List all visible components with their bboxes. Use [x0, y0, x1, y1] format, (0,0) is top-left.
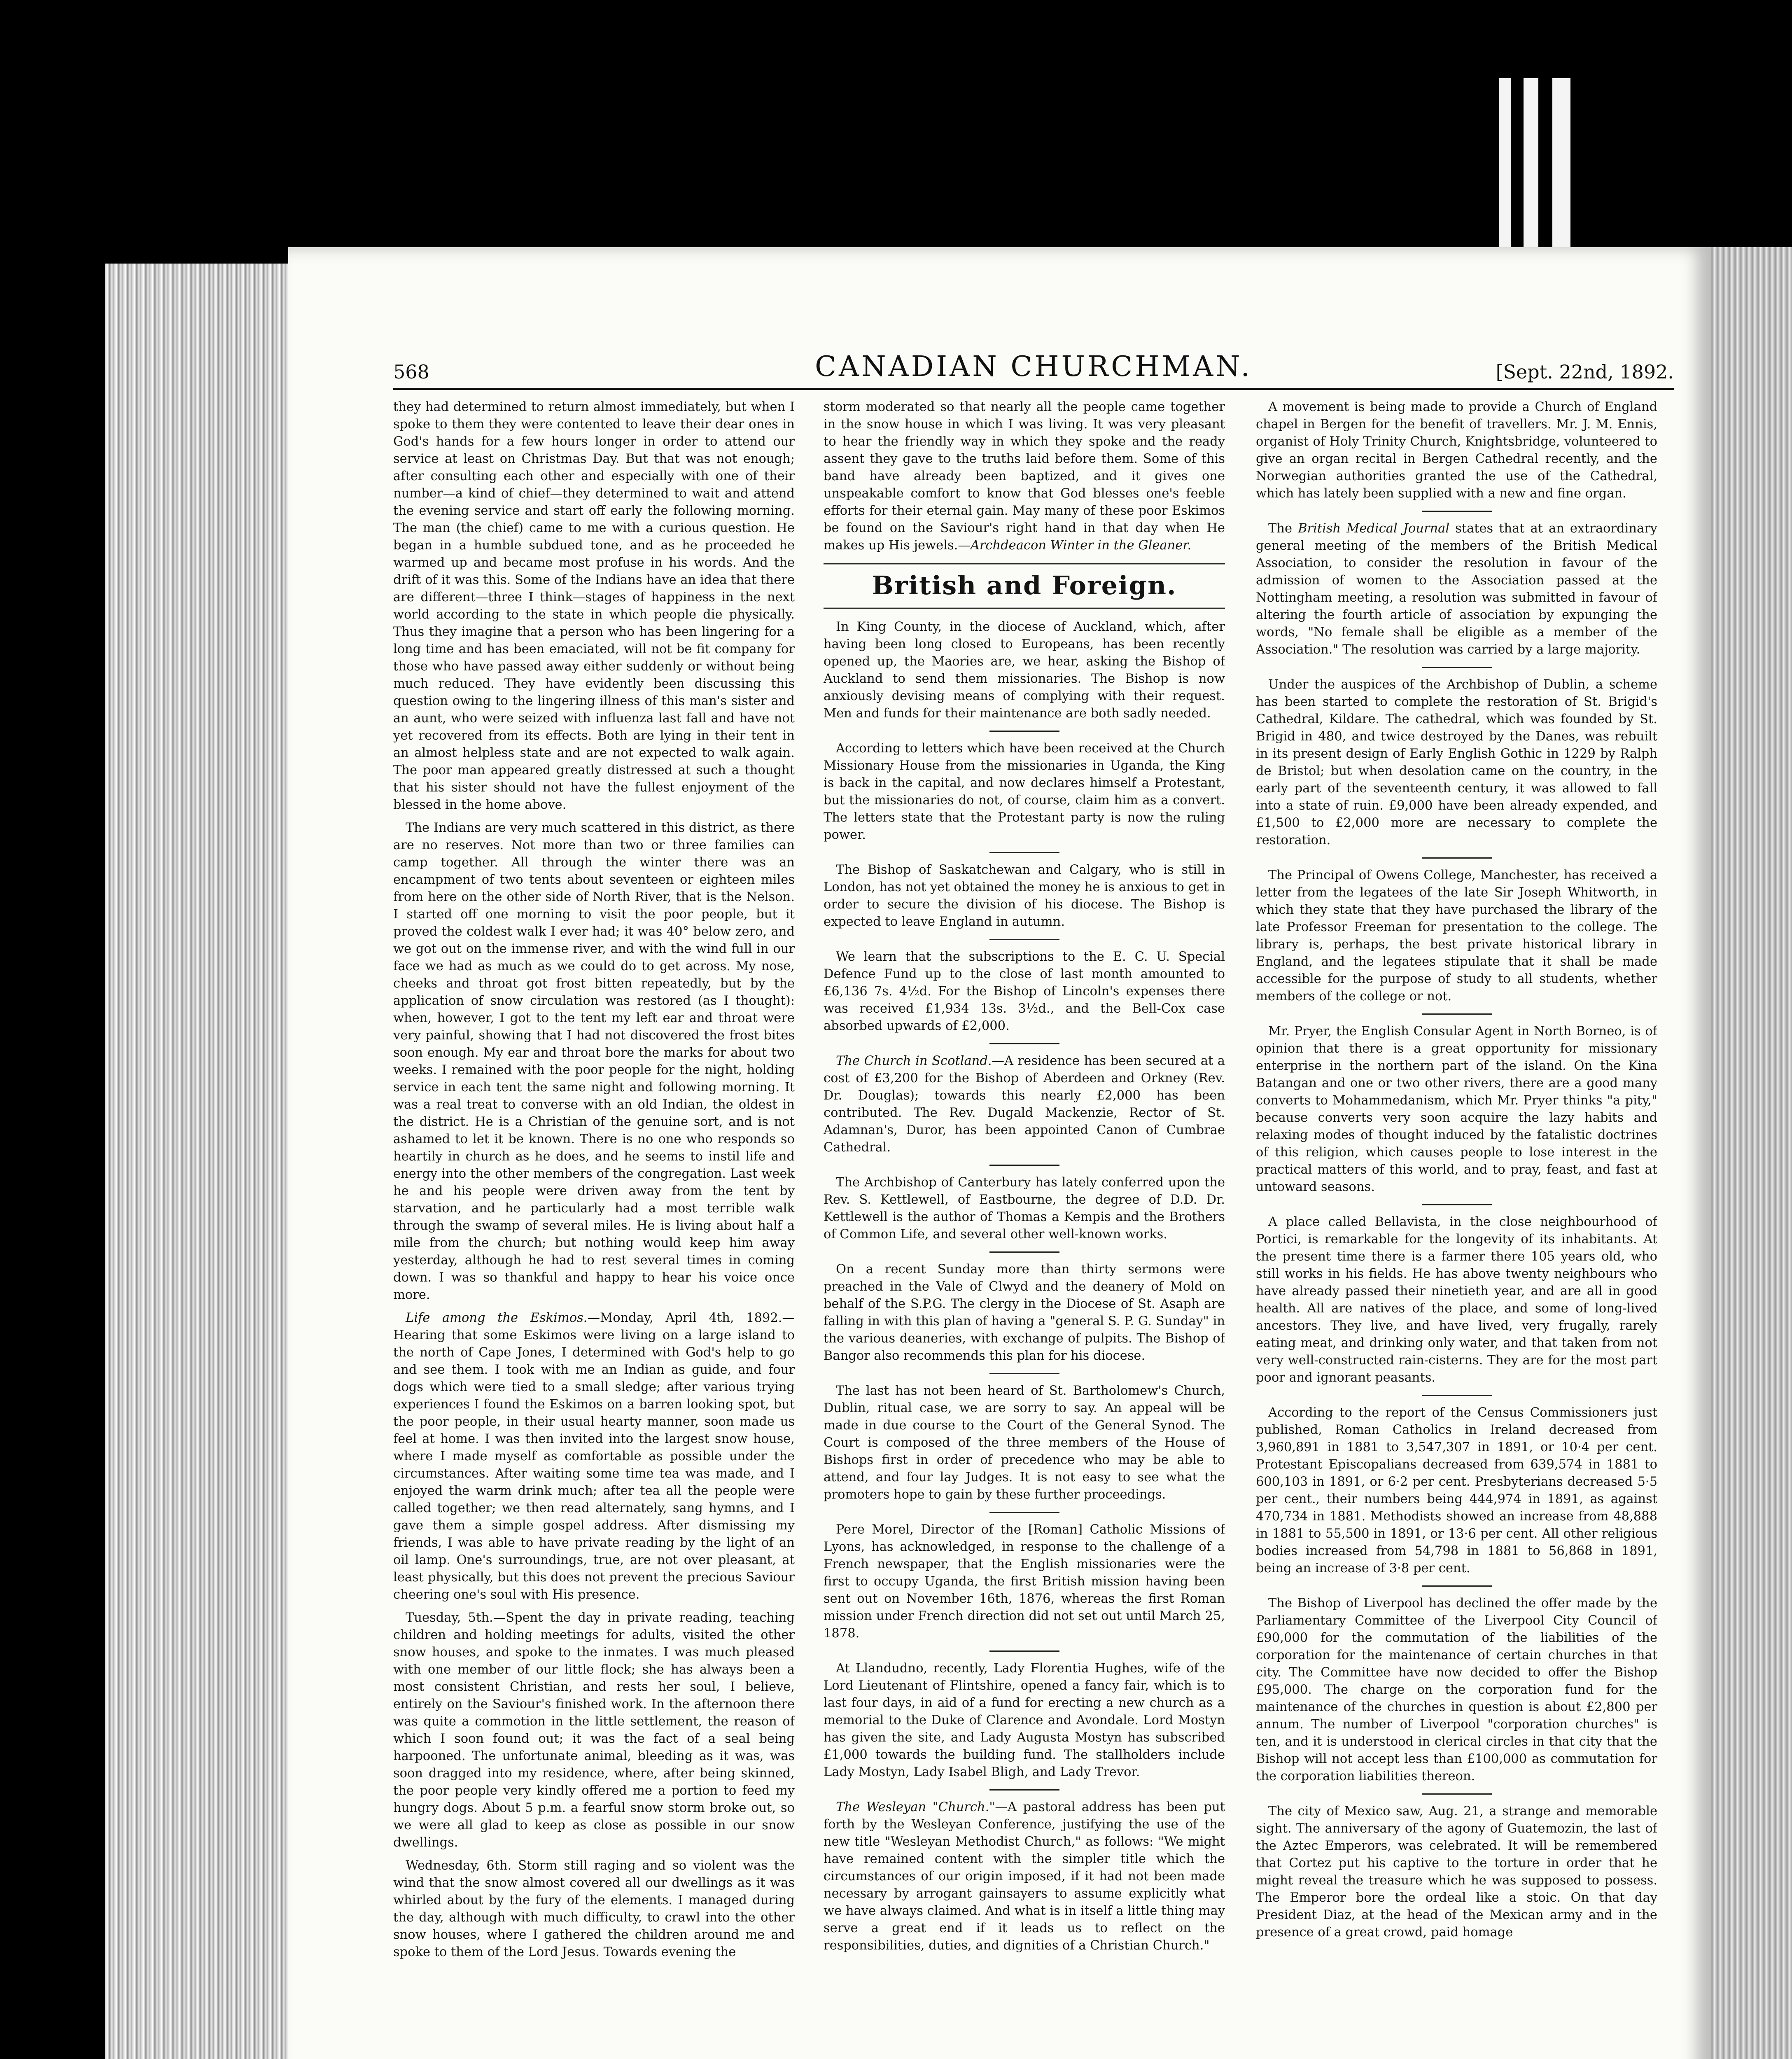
paragraph: According to the report of the Census Commissioners just published, Roman Catholics in Ireland decreased from 3,960,891 in 1881 to 3,547,307 in 1891, or 10·4 per cent. Protestant Episcopalians decreased from 639,574 in 1881 to 600,103 in 1891, or 6·2 per cent. Presbyterians decreased 5·5 per cent., their numbers being 444,974 in 1891, as against 470,734 in 1881. Methodists showed an increase from 48,888 in 1881 to 55,500 in 1891, or 13·6 per cent. All other religious bodies increased from 54,798 in 1881 to 56,868 in 1891, being an increase of 3·8 per cent.	[1256, 1405, 1657, 1576]
paragraph: The Archbishop of Canterbury has lately conferred upon the Rev. S. Kettlewell, of Eastbourne, the degree of D.D. Dr. Kettlewell is the author of Thomas a Kempis and the Brothers of Common Life, and several other well-known works.	[824, 1175, 1225, 1242]
paragraph: The Wesleyan "Church."—A pastoral address has been put forth by the Wesleyan Conference, justifying the use of the new title "Wesleyan Methodist Church," as follows: "We might have remained content with the simpler title which the circumstances of our origin imposed, if it had not been made necessary by arrogant gainsayers to assume explicitly what we have always claimed. And what is in itself a little thing may serve a great end if it leads us to reflect on the responsibilities, duties, and dignities of a Christian Church."	[824, 1800, 1225, 1953]
divider	[989, 1043, 1059, 1044]
paragraph: The Bishop of Saskatchewan and Calgary, who is still in London, has not yet obtained the money he is anxious to get in order to secure the division of his diocese. The Bishop is expected to leave England in autumn.	[824, 863, 1225, 929]
page-number: 568	[393, 361, 429, 383]
divider	[989, 1650, 1059, 1652]
paragraph: On a recent Sunday more than thirty sermons were preached in the Vale of Clwyd and the deanery of Mold on behalf of the S.P.G. The clergy in the Diocese of St. Asaph are falling in with this plan of having a "general S. P. G. Sunday" in the various deaneries, with exchange of pulpits. The Bishop of Bangor also recommends this plan for his diocese.	[824, 1262, 1225, 1363]
paragraph: The Church in Scotland.—A residence has been secured at a cost of £3,200 for the Bishop of Aberdeen and Orkney (Rev. Dr. Douglas); towards this nearly £2,000 has been contributed. The Rev. Dugald Mackenzie, Rector of St. Adamnan's, Duror, has been appointed Canon of Cumbrae Cathedral.	[824, 1054, 1225, 1155]
divider	[989, 1165, 1059, 1166]
divider	[989, 852, 1059, 853]
paragraph: In King County, in the diocese of Auckland, which, after having been long closed to Europeans, has been recently opened up, the Maories are, we hear, asking the Bishop of Auckland to send them missionaries. The Bishop is now anxiously devising means of complying with their request. Men and funds for their maintenance are both sadly needed.	[824, 620, 1225, 721]
article-label: The Church in Scotland.	[836, 1054, 992, 1068]
divider	[1422, 511, 1492, 512]
column-2	[824, 399, 1225, 2059]
article-label: Life among the Eskimos.	[406, 1311, 588, 1325]
divider	[989, 939, 1059, 940]
paragraph: The British Medical Journal states that at an extraordinary general meeting of the members of the British Medical Association, to consider the resolution in favour of the admission of women to the Association passed at the Nottingham meeting, a resolution was submitted in favour of altering the fourth article of association by expunging the words, "No female shall be eligible as a member of the Association." The resolution was carried by a large majority.	[1256, 521, 1657, 657]
facing-page-edges	[1709, 247, 1792, 2059]
paragraph: A place called Bellavista, in the close neighbourhood of Portici, is remarkable for the longevity of its inhabitants. At the present time there is a farmer there 105 years old, who still works in his fields. He has above twenty neighbours who have already passed their ninetieth year, and are all in good health. All are natives of the place, and some of long-lived ancestors. They live, and have lived, very frugally, rarely eating meat, and drinking only water, and that taken from not very well-constructed rain-cisterns. They are for the most part poor and ignorant peasants.	[1256, 1215, 1657, 1385]
paragraph: Tuesday, 5th.—Spent the day in private reading, teaching children and holding meetings for adults, visited the other snow houses, and spoke to the inmates. I was much pleased with one member of our little flock; she has always been a most consistent Christian, and rests her soul, I believe, entirely on the Saviour's finished work. In the afternoon there was quite a commotion in the little settlement, the reason of which I soon found out; it was the fact of a seal being harpooned. The unfortunate animal, bleeding as it was, was soon dragged into my residence, where, after being skinned, the poor people very kindly offered me a portion to feed my hungry dogs. About 5 p.m. a fearful snow storm broke out, so we were all glad to keep as close as possible in our snow dwellings.	[393, 1611, 795, 1850]
divider	[1422, 1013, 1492, 1015]
article-credit: —Archdeacon Winter in the Gleaner.	[958, 538, 1192, 553]
divider	[989, 1373, 1059, 1374]
paragraph: Pere Morel, Director of the [Roman] Catholic Missions of Lyons, has acknowledged, in response to the challenge of a French newspaper, that the English missionaries were the first to occupy Uganda, the first British mission having been sent out on November 16th, 1876, whereas the first Roman mission under French direction did not set out until March 25, 1878.	[824, 1522, 1225, 1641]
section-heading: British and Foreign.	[824, 563, 1225, 609]
paragraph: At Llandudno, recently, Lady Florentia Hughes, wife of the Lord Lieutenant of Flintshire, opened a fancy fair, which is to last four days, in aid of a fund for erecting a new church as a memorial to the Duke of Clarence and Avondale. Lord Mostyn has given the site, and Lady Augusta Mostyn has subscribed £1,000 towards the building fund. The stallholders include Lady Mostyn, Lady Isabel Bligh, and Lady Trevor.	[824, 1661, 1225, 1779]
divider	[989, 1512, 1059, 1513]
divider	[989, 1789, 1059, 1791]
column-3	[1256, 399, 1657, 2059]
masthead: CANADIAN CHURCHMAN.	[814, 350, 1252, 383]
column-1	[393, 399, 795, 2059]
paragraph: According to letters which have been received at the Church Missionary House from the missionaries in Uganda, the King is back in the capital, and now declares himself a Protestant, but the missionaries do not, of course, claim him as a convert. The letters state that the Protestant party is now the ruling power.	[824, 741, 1225, 842]
page-header	[393, 350, 1674, 390]
paragraph: Under the auspices of the Archbishop of Dublin, a scheme has been started to complete the restoration of St. Brigid's Cathedral, Kildare. The cathedral, which was founded by St. Brigid in 480, and twice destroyed by the Danes, was rebuilt in its present design of Early English Gothic in 1229 by Ralph de Bristol; but when desolation came on the country, in the early part of the seventeenth century, it was allowed to fall into a state of ruin. £9,000 have been already expended, and £1,500 to £2,000 more are necessary to complete the restoration.	[1256, 677, 1657, 847]
paragraph: Wednesday, 6th. Storm still raging and so violent was the wind that the snow almost covered all our dwellings as it was whirled about by the fury of the elements. I managed during the day, although with much difficulty, to crawl into the other snow houses, where I gathered the children around me and spoke to them of the Lord Jesus. Towards evening the	[393, 1858, 795, 1959]
divider	[1422, 1793, 1492, 1795]
paragraph: Life among the Eskimos.—Monday, April 4th, 1892.—Hearing that some Eskimos were living on a large island to the north of Cape Jones, I determined with God's help to go and see them. I took with me an Indian as guide, and four dogs which were tied to a small sledge; after various trying experiences I found the Eskimos on a barren looking spot, but the poor people, in their usual hearty manner, soon made us feel at home. I was then invited into the largest snow house, where I made myself as comfortable as possible under the circumstances. After waiting some time tea was made, and I enjoyed the warm drink much; after tea all the people were called together; we then read alternately, sang hymns, and I gave them a simple gospel address. After dismissing my friends, I was able to have private reading by the light of an oil lamp. One's surroundings, true, are not over pleasant, at least physically, but this does not prevent the precious Saviour cheering one's soul with His presence.	[393, 1311, 795, 1602]
paragraph: The Indians are very much scattered in this district, as there are no reserves. Not more than two or three families can camp together. All through the winter there was an encampment of two tents about seventeen or eighteen miles from here on the other side of North River, that is the Nelson. I started off one morning to visit the poor people, but it proved the coldest walk I ever had; it was 40° below zero, and we got out on the immense river, and with the wind full in our face we had as much as we could do to get across. My nose, cheeks and throat got frost bitten repeatedly, but by the application of snow circulation was restored (as I thought): when, however, I got to the tent my left ear and throat were very painful, showing that I had not discovered the frost bites soon enough. My ear and throat bore the marks for about two weeks. I remained with the poor people for the night, holding service in each tent the same night and following morning. It was a real treat to converse with an old Indian, the oldest in the district. He is a Christian of the genuine sort, and is not ashamed to let it be known. There is no one who responds so heartily in church as he does, and he seems to instil life and energy into the other members of the congregation. Last week he and his people were driven away from the tent by starvation, and he particularly had a most terrible walk through the swamp of several miles. He is living about half a mile from the church; but nothing would keep him away yesterday, although he had to rest several times in coming down. I was so thankful and happy to hear his voice once more.	[393, 821, 795, 1302]
paragraph: The Principal of Owens College, Manchester, has received a letter from the legatees of the late Sir Joseph Whitworth, in which they state that they have purchased the library of the late Professor Freeman for presentation to the college. The library is, perhaps, the best private historical library in England, and the legatees stipulate that it shall be made accessible for the purpose of study to all students, whether members of the college or not.	[1256, 868, 1657, 1004]
paragraph: The Bishop of Liverpool has declined the offer made by the Parliamentary Committee of the Liverpool City Council of £90,000 for the commutation of the liabilities of the corporation for the maintenance of certain churches in that city. The Committee have now decided to offer the Bishop £95,000. The charge on the corporation fund for the maintenance of the churches in question is about £2,800 per annum. The number of Liverpool "corporation churches" is ten, and it is understood in clerical circles in that city that the Bishop will not accept less than £100,000 as commutation for the corporation liabilities thereon.	[1256, 1596, 1657, 1784]
issue-date: [Sept. 22nd, 1892.	[1496, 361, 1674, 383]
divider	[989, 731, 1059, 732]
divider	[1422, 1585, 1492, 1587]
divider	[989, 1251, 1059, 1253]
divider	[1422, 1204, 1492, 1205]
divider	[1422, 857, 1492, 859]
article-label: The Wesleyan "Church."	[836, 1800, 995, 1814]
paragraph: they had determined to return almost immediately, but when I spoke to them they were contented to leave their dear ones in God's hands for a few hours longer in order to attend our service at least on Christmas Day. But that was not enough; after consulting each other and especially with one of their number—a kind of chief—they determined to wait and attend the evening service and start off early the following morning. The man (the chief) came to me with a curious question. He began in a humble subdued tone, and as he proceeded he warmed up and became most profuse in his words. And the drift of it was this. Some of the Indians have an idea that there are different—three I think—stages of happiness in the next world according to the state in which people die physically. Thus they imagine that a person who has been lingering for a long time and has been emaciated, will not be fit company for those who have passed away either suddenly or without being much reduced. They have evidently been discussing this question owing to the lingering illness of this man's sister and an aunt, who were seized with influenza last fall and have not yet recovered from its effects. Both are lying in their tent in an almost helpless state and are not expected to walk again. The poor man appeared greatly distressed at such a thought that his sister should not have the fullest enjoyment of the blessed in the home above.	[393, 400, 795, 812]
divider	[1422, 1395, 1492, 1396]
paragraph: The city of Mexico saw, Aug. 21, a strange and memorable sight. The anniversary of the agony of Guatemozin, the last of the Aztec Emperors, was celebrated. It will be remembered that Cortez put his captive to the torture in order that he might reveal the treasure which he was supposed to possess. The Emperor bore the ordeal like a stoic. On that day President Diaz, at the head of the Mexican army and in the presence of a great crowd, paid homage	[1256, 1804, 1657, 1940]
paragraph: A movement is being made to provide a Church of England chapel in Bergen for the benefit of travellers. Mr. J. M. Ennis, organist of Holy Trinity Church, Knightsbridge, volunteered to give an organ recital in Bergen Cathedral recently, and the Norwegian authorities granted the use of the Cathedral, which has lately been supplied with a new and fine organ.	[1256, 400, 1657, 501]
divider	[1422, 667, 1492, 668]
article-label: British Medical Journal	[1298, 521, 1450, 536]
book-page-edges	[105, 264, 299, 2059]
paragraph: The last has not been heard of St. Bartholomew's Church, Dublin, ritual case, we are sorry to say. An appeal will be made in due course to the Court of the General Synod. The Court is composed of the three members of the House of Bishops first in order of precedence who may be able to attend, and four lay Judges. It is not easy to see what the promoters hope to gain by these further proceedings.	[824, 1384, 1225, 1502]
paragraph: Mr. Pryer, the English Consular Agent in North Borneo, is of opinion that there is a great opportunity for missionary enterprise in the northern part of the island. On the Kina Batangan and one or two other rivers, there are a good many converts to Mohammedanism, which Mr. Pryer thinks "a pity," because converts very soon acquire the lazy habits and relaxing modes of thought induced by the fatalistic doctrines of this religion, which causes people to lose interest in the practical matters of this world, and to pray, feast, and fast at untoward seasons.	[1256, 1024, 1657, 1194]
paragraph: We learn that the subscriptions to the E. C. U. Special Defence Fund up to the close of last month amounted to £6,136 7s. 4½d. For the Bishop of Lincoln's expenses there was received £1,934 13s. 3½d., and the Bell-Cox case absorbed upwards of £2,000.	[824, 950, 1225, 1033]
paragraph: storm moderated so that nearly all the people came together in the snow house in which I was living. It was very pleasant to hear the friendly way in which they spoke and the ready assent they gave to the truths laid before them. Some of this band have already been baptized, and it gives one unspeakable comfort to know that God blesses one's feeble efforts for their eternal gain. May many of these poor Eskimos be found on the Saviour's right hand in that day when He makes up His jewels.—Archdeacon Winter in the Gleaner.	[824, 400, 1225, 553]
